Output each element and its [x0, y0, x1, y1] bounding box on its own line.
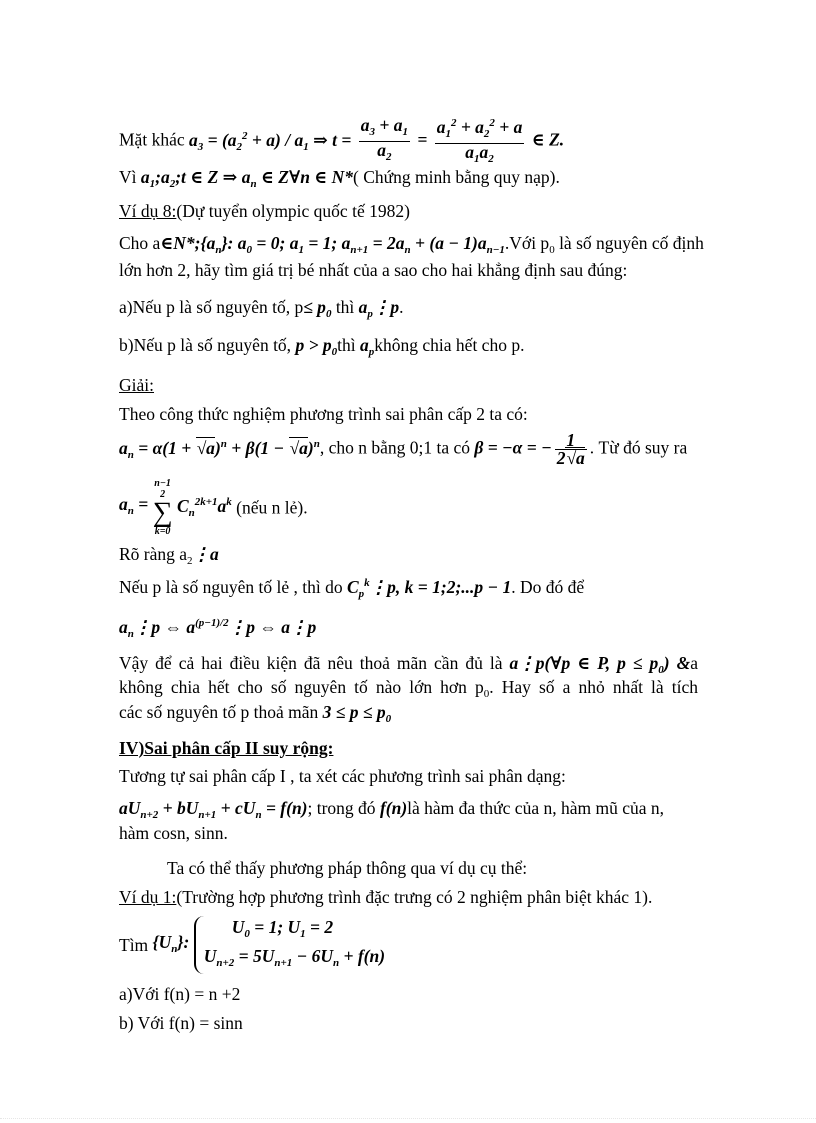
section-heading: IV)Sai phân cấp II suy rộng:: [119, 738, 334, 758]
line-general-solution: $a_n = \alpha(1 + √a)^n + \beta(1 - √a)^n$, cho n bằng 0;1 ta có β = −α = − $\frac{1}{2√a}$ . Từ đó suy ra: [119, 430, 688, 468]
statement-b: b)Nếu p là số nguyên tố, $p > p_0thì$ $a_pkhông$ chia hết cho p.: [119, 335, 525, 358]
case-a: a)Với f(n) = n +2: [119, 984, 241, 1004]
line-ro-rang: Rõ ràng $a_2⋮a$: [119, 544, 219, 567]
case-b: b) Với f(n) = sinn: [119, 1013, 243, 1033]
line-p-odd-prime: Nếu p là số nguyên tố lẻ , thì do $C_p^k⋮p$, k = 1;2;...p − 1. Do đó để: [119, 577, 585, 600]
line-sum-formula: $a_n$ = n−1 2 ∑ k=0 $C_n^{2k+1}a^k$ (nếu n lẻ).: [119, 478, 308, 537]
line-mat-khac: Mặt khác $a_3 = (a_2^2 + a) / a_1$ ⇒ t = $\frac{a_3 + a_1}{a_2}$ = $\frac{a_1^2 + a_2^2 + a}{a_1a_2}$ ∈ Z.: [119, 115, 698, 168]
line-vi: Vì $a_1;a_2;t$ ∈ Z ⇒ $a_n$ ∈ Z∀n ∈ N*( Chứng minh bằng quy nạp).: [119, 167, 560, 190]
system-of-equations: $U_0 = 1$; $U_1 = 2$ $U_{n+2} = 5U_{n+1} - 6U_n + f(n)$: [194, 916, 385, 974]
example-1-heading: Ví dụ 1:(Trường hợp phương trình đặc trưng có 2 nghiệm phân biệt khác 1).: [119, 887, 653, 907]
formula-recurrence-general: $aU_{n+2} + bU_{n+1} + cU_n = f(n)$: [119, 798, 308, 821]
formula-induction: $a_1;a_2;t$ ∈ Z ⇒ $a_n$ ∈ Z∀n ∈ N*: [140, 167, 354, 190]
line-equivalence: [119, 612, 698, 645]
footer-dotted-line: [0, 1118, 816, 1119]
line-cac-so-nguyen-to: các số nguyên tố p thoả mãn $3 \le p \le p_0$: [119, 702, 392, 725]
line-ham-cosn: hàm cosn, sinn.: [119, 823, 228, 843]
line-vay-de: Vậy để cả hai điều kiện đã nêu thoả mãn cần đủ là a⋮p(∀p ∈ P, $p \le p_0$) &a: [119, 653, 698, 676]
line-tuong-tu: Tương tự sai phân cấp I , ta xét các phương trình sai phân dạng:: [119, 766, 566, 786]
line-ta-co-the: Ta có thể thấy phương pháp thông qua ví dụ cụ thể:: [167, 858, 528, 878]
line-tim: Tìm $\{U_n\}$: $U_0 = 1$; $U_1 = 2$ $U_{n+2} = 5U_{n+1} - 6U_n + f(n)$: [119, 916, 698, 968]
formula-equivalence: $a_n⋮p$ ⇔ $a^{(p-1)/2}⋮p$ ⇔ a⋮p: [119, 617, 317, 640]
sum-symbol: n−1 2 ∑ k=0: [152, 478, 173, 537]
formula-a3: $a_3 = (a_2^2 + a) / a_1$ ⇒ t =: [188, 129, 352, 153]
statement-a: a)Nếu p là số nguyên tố, $p\le p_0$ thì $a_p⋮p$.: [119, 297, 404, 320]
fraction-beta: $\frac{1}{2√a}$: [556, 430, 585, 468]
line-cho-a: Cho $a\in N*;\{a_n\}$: $a_0 = 0$; $a_1 = 1$; $a_{n+1} = 2a_n + (a$ − $1)a_{n-1}.Với$ $p_0$ là số nguyên cố định: [119, 233, 704, 256]
line-equation-form: $aU_{n+2} + bU_{n+1} + cU_n = f(n)$; trong đó f(n)là hàm đa thức của n, hàm mũ của n,: [119, 798, 664, 821]
example-8-heading: Ví dụ 8:(Dự tuyển olympic quốc tế 1982): [119, 201, 410, 221]
fraction-t: $\frac{a_3 + a_1}{a_2}$: [360, 115, 408, 163]
formula-binomial-div: $C_p^k⋮p$, k = 1;2;...p − 1: [346, 577, 512, 600]
fraction-t2: $\frac{a_1^2 + a_2^2 + a}{a_1a_2}$: [436, 117, 523, 165]
formula-general-solution: $a_n = \alpha(1 + √a)^n + \beta(1 - √a)^n$: [119, 437, 320, 461]
line-khong-chia-het: không chia hết cho số nguyên tố nào lớn hơn $p_0$. Hay số a nhỏ nhất là tích: [119, 677, 698, 700]
line-theo-cong-thuc: Theo công thức nghiệm phương trình sai phân cấp 2 ta có:: [119, 404, 528, 424]
solution-heading: Giải:: [119, 375, 154, 395]
line-lon-hon: lớn hơn 2, hãy tìm giá trị bé nhất của a sao cho hai khẳng định sau đúng:: [119, 260, 628, 280]
formula-ap-div-p: $a_p⋮p$: [358, 297, 400, 320]
formula-sequence-def: $\in N*;\{a_n\}$: $a_0 = 0$; $a_1 = 1$; $a_{n+1} = 2a_n + (a - 1)a_{n-1}$: [160, 233, 505, 256]
